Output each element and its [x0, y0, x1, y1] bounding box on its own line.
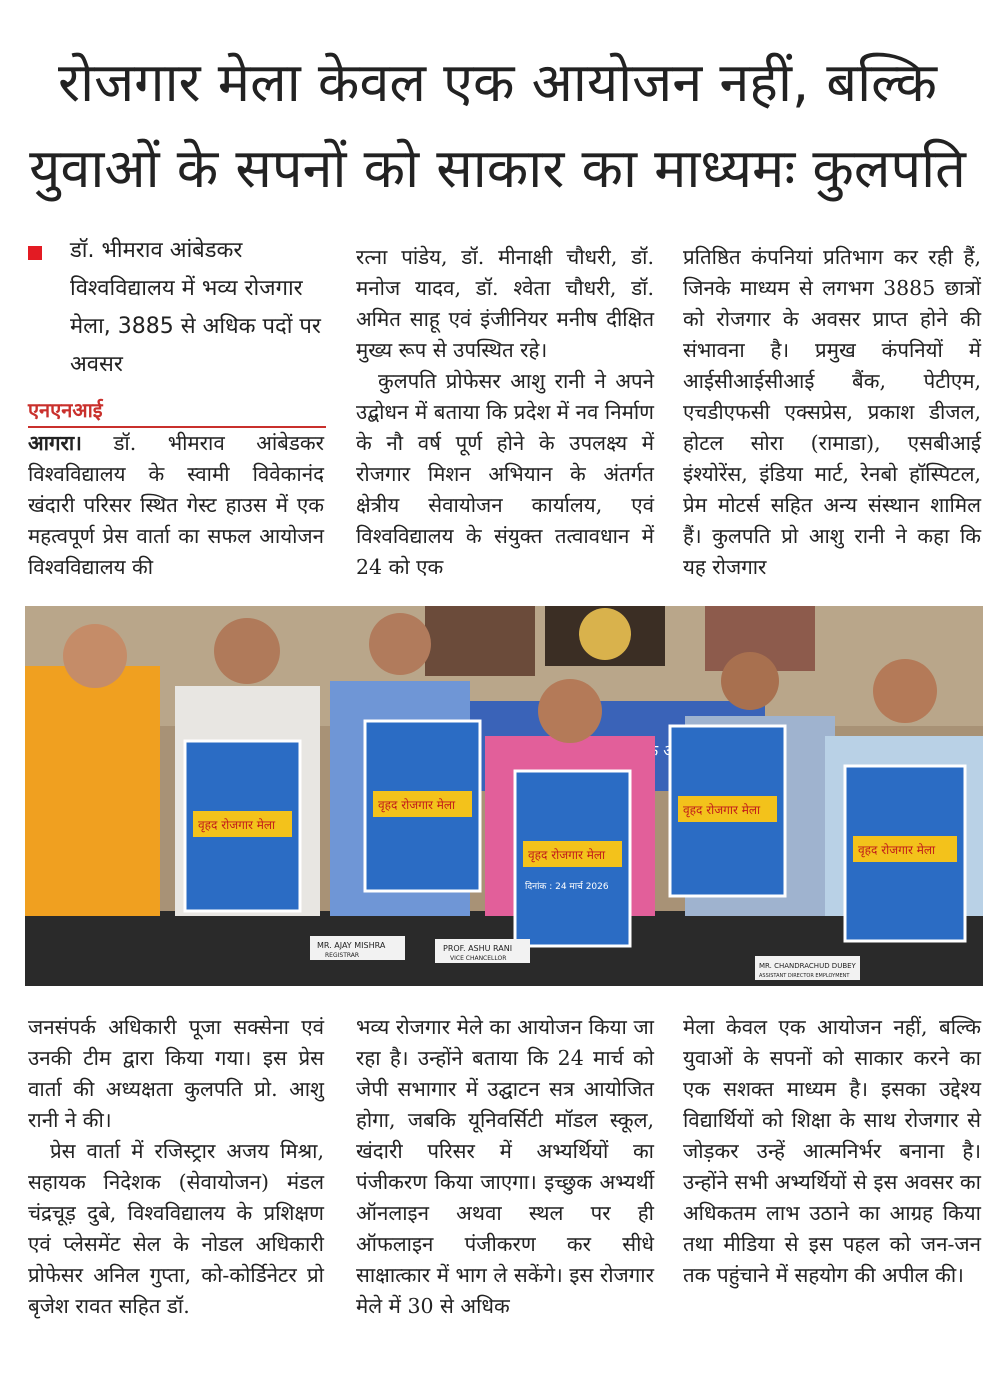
poster-3-date: दिनांक : 24 मार्च 2026 [525, 882, 609, 892]
nameplate-left [310, 936, 405, 960]
svg-text:MR. AJAY MISHRA: MR. AJAY MISHRA [317, 941, 386, 950]
column-3-top-text: प्रतिष्ठित कंपनियां प्रतिभाग कर रही हैं, जिनके माध्यम से लगभग 3885 छात्रों को रोजगार के अवसर प्राप्त होने की संभावना है। प्रमुख कंपनियों में आईसीआईसीआई बैंक, पेटीएम, एचडीएफसी एक्सप्रेस, प्रकाश डीजल, होटल सोरा (रामाडा), एसबीआई इंश्योरेंस, इंडिया मार्ट, रेनबो हॉस्पिटल, प्रेम मोटर्स सहित अन्य संस्थान शामिल हैं। कुलपति प्रो आशु रानी ने कहा कि यह रोजगार [683, 245, 981, 579]
poster-4 [670, 726, 785, 896]
column-1-bottom [28, 1012, 324, 1322]
agency-credit: एनएनआई [28, 398, 103, 422]
poster-3 [515, 771, 630, 946]
poster-2 [365, 721, 480, 891]
nameplate-center [435, 939, 530, 963]
svg-text:VICE CHANCELLOR: VICE CHANCELLOR [450, 955, 507, 962]
column-3-bottom [683, 1012, 981, 1291]
svg-text:ASSISTANT DIRECTOR EMPLOYMENT: ASSISTANT DIRECTOR EMPLOYMENT [759, 973, 850, 979]
poster-4-title: वृहद रोजगार मेला [683, 803, 761, 817]
column-2-top-para-1: रत्ना पांडेय, डॉ. मीनाक्षी चौधरी, डॉ. मनोज यादव, डॉ. श्वेता चौधरी, डॉ. अमित साहू एवं इंजीनियर मनीष दीक्षित मुख्य रूप से उपस्थित रहे। [356, 245, 654, 362]
headline-line-1: रोजगार मेला केवल एक आयोजन नहीं, बल्कि [58, 51, 937, 114]
deck-text: डॉ. भीमराव आंबेडकर विश्वविद्यालय में भव्य रोजगार मेला, 3885 से अधिक पदों पर अवसर [70, 238, 321, 377]
column-2-top [356, 242, 654, 583]
column-1-bottom-para-1: जनसंपर्क अधिकारी पूजा सक्सेना एवं उनकी टीम द्वारा किया गया। इस प्रेस वार्ता की अध्यक्षता कुलपति प्रो. आशु रानी ने की। [28, 1015, 324, 1132]
svg-text:PROF. ASHU RANI: PROF. ASHU RANI [443, 944, 513, 953]
deck [28, 232, 328, 384]
poster-1-title: वृहद रोजगार मेला [198, 818, 276, 832]
column-2-bottom [356, 1012, 654, 1322]
column-2-bottom-text: भव्य रोजगार मेले का आयोजन किया जा रहा है। उन्होंने बताया कि 24 मार्च को जेपी सभागार में उद्घाटन सत्र आयोजित होगा, जबकि यूनिवर्सिटी मॉडल स्कूल, खंदारी परिसर में अभ्यर्थियों का पंजीकरण किया जाएगा। इच्छुक अभ्यर्थी ऑनलाइन अथवा स्थल पर ही ऑफलाइन पंजीकरण कर सीधे साक्षात्कार में भाग ले सकेंगे। इस रोजगार मेले में 30 से अधिक [356, 1015, 654, 1318]
red-square-bullet-icon [28, 246, 42, 260]
press-conference-photo [25, 606, 983, 986]
dateline: आगरा। [28, 431, 82, 455]
poster-5-title: वृहद रोजगार मेला [858, 843, 936, 857]
poster-1 [185, 741, 300, 911]
svg-text:REGISTRAR: REGISTRAR [325, 952, 360, 959]
column-2-top-para-2: कुलपति प्रोफेसर आशु रानी ने अपने उद्बोधन में बताया कि प्रदेश में नव निर्माण के नौ वर्ष पूर्ण होने के उपलक्ष्य में रोजगार मिशन अभियान के अंतर्गत क्षेत्रीय सेवायोजन कार्यालय, एवं विश्वविद्यालय के संयुक्त तत्वावधान में 24 को एक [356, 369, 654, 579]
svg-text:MR. CHANDRACHUD DUBEY: MR. CHANDRACHUD DUBEY [759, 962, 856, 970]
column-3-top [683, 242, 981, 583]
column-1-top-text: डॉ. भीमराव आंबेडकर विश्वविद्यालय के स्वामी विवेकानंद खंदारी परिसर स्थित गेस्ट हाउस में एक महत्वपूर्ण प्रेस वार्ता का सफल आयोजन विश्वविद्यालय की [28, 431, 324, 579]
column-3-bottom-text: मेला केवल एक आयोजन नहीं, बल्कि युवाओं के सपनों को साकार करने का एक सशक्त माध्यम है। इसका उद्देश्य विद्यार्थियों को शिक्षा के साथ रोजगार से जोड़कर उन्हें आत्मनिर्भर बनाना है। उन्होंने सभी अभ्यर्थियों से इस अवसर का अधिकतम लाभ उठाने का आग्रह किया तथा मीडिया से इस पहल को जन-जन तक पहुंचाने में सहयोग की अपील की। [683, 1015, 981, 1287]
poster-2-title: वृहद रोजगार मेला [378, 798, 456, 812]
poster-5 [845, 766, 965, 941]
column-1-bottom-para-2: प्रेस वार्ता में रजिस्ट्रार अजय मिश्रा, सहायक निदेशक (सेवायोजन) मंडल चंद्रचूड़ दुबे, विश्वविद्यालय के प्रशिक्षण एवं प्लेसमेंट सेल के नोडल अधिकारी प्रोफेसर अनिल गुप्ता, को-कोर्डिनेटर प्रो बृजेश रावत सहित डॉ. [28, 1139, 324, 1318]
nameplate-right [755, 956, 860, 980]
poster-3-title: वृहद रोजगार मेला [528, 848, 606, 862]
headline-line-2: युवाओं के सपनों को साकार का माध्यमः कुलपति [29, 137, 966, 200]
column-1-top [28, 428, 324, 583]
headline [20, 40, 975, 212]
